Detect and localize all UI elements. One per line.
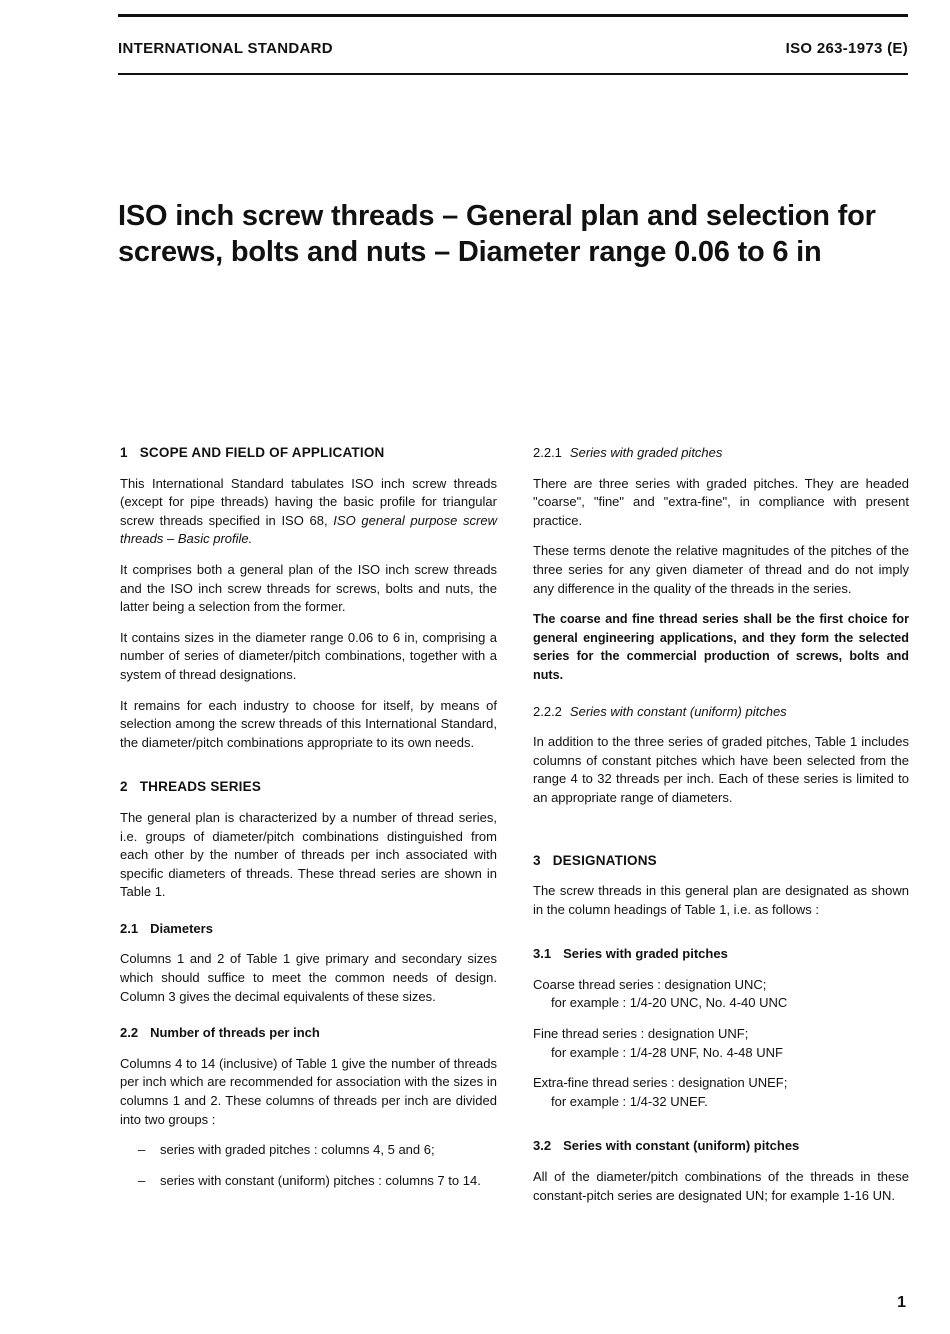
section-2-1-paragraph: Columns 1 and 2 of Table 1 give primary and secondary sizes which should suffice to meet the common needs of design. Column 3 gives the decimal equivalents of these sizes. [120,951,497,1004]
list-item: – series with graded pitches : columns 4, 5 and 6; [138,1142,435,1158]
section-3-paragraph: The screw threads in this general plan are designated as shown in the column headings of Table 1, i.e. as follows : [533,883,909,917]
section-1-paragraph-2: It comprises both a general plan of the ISO inch screw threads and the ISO inch screw threads for screws, bolts and nuts, the latter being a selection from the former. [120,561,497,615]
section-2-heading: 2 THREADS SERIES [120,779,262,795]
section-1-paragraph-1: This International Standard tabulates ISO inch screw threads (except for pipe threads) having the basic profile for triangular screw threads specified in ISO 68, ISO general purpose screw threads – Basic profile. [120,475,498,547]
document-title [118,198,908,270]
title-line-2: screws, bolts and nuts – Diameter range 0.06 to 6 in [118,236,822,268]
section-3-2-heading: 3.2 Series with constant (uniform) pitches [533,1138,800,1154]
left-column [120,444,497,1190]
right-column [533,444,909,1205]
section-2-2-1-paragraph-1: There are three series with graded pitches. They are headed "coarse", "fine" and "extra-fine", in compliance with present practice. [533,475,909,528]
title-line-1: ISO inch screw threads – General plan and selection for [118,200,876,232]
section-3-2-paragraph: All of the diameter/pitch combinations of the threads in these constant-pitch series are designated UN; for example 1-16 UN. [533,1169,909,1203]
designation-example-coarse: Coarse thread series : designation UNC; for example : 1/4-20 UNC, No. 4-40 UNC [533,976,788,1011]
header-document-number: ISO 263-1973 (E) [785,40,908,57]
section-2-1-heading: 2.1 Diameters [120,920,213,936]
top-rule [118,14,908,17]
designation-example-extra-fine: Extra-fine thread series : designation UNEF; for example : 1/4-32 UNEF. [533,1075,788,1109]
section-3-1-heading: 3.1 Series with graded pitches [533,946,728,962]
section-2-paragraph-1: The general plan is characterized by a number of thread series, i.e. groups of diameter/pitch combinations distinguished from each other by the number of threads per inch associated with specific diameters of threads. These thread series are shown in Table 1. [120,809,497,900]
section-1-heading: 1 SCOPE AND FIELD OF APPLICATION [120,445,385,460]
list-item: – series with constant (uniform) pitches : columns 7 to 14. [138,1172,481,1188]
designation-example-fine: Fine thread series : designation UNF; for example : 1/4-28 UNF, No. 4-48 UNF [533,1026,783,1060]
section-1-paragraph-3: It contains sizes in the diameter range 0.06 to 6 in, comprising a number of series of diameter/pitch combinations, together with a system of thread designations. [120,629,497,682]
section-2-2-1-heading: 2.2.1 Series with graded pitches [533,445,723,460]
section-3-heading: 3 DESIGNATIONS [533,852,657,868]
section-2-2-2-paragraph: In addition to the three series of graded pitches, Table 1 includes columns of constant pitches which have been selected from the range 4 to 32 threads per inch. Each of these series is limited to an appropriate range of diameters. [533,734,909,805]
section-2-2-paragraph: Columns 4 to 14 (inclusive) of Table 1 give the number of threads per inch which are recommended for association with the sizes in columns 1 and 2. These columns of threads per inch are divided into two groups : [120,1055,497,1127]
section-2-2-1-paragraph-2: These terms denote the relative magnitudes of the pitches of the three series for any given diameter of thread and do not imply any difference in the quality of the threads in the series. [533,543,909,596]
page-number: 1 [897,1294,906,1311]
section-1-paragraph-4: It remains for each industry to choose for itself, by means of selection among the screw threads of this International Standard, the diameter/pitch combinations appropriate to its own needs. [120,697,497,750]
section-2-2-heading: 2.2 Number of threads per inch [120,1025,320,1041]
header-standard-label: INTERNATIONAL STANDARD [118,40,333,57]
header-rule [118,73,908,75]
section-2-2-1-paragraph-3: The coarse and fine thread series shall be the first choice for general engineering applications, and they form the selected series for the commercial production of screws, bolts and nuts. [533,612,909,682]
iso-68-title: ISO general purpose screw threads – Basic profile. [120,512,498,547]
section-2-2-2-heading: 2.2.2 Series with constant (uniform) pitches [533,703,787,719]
